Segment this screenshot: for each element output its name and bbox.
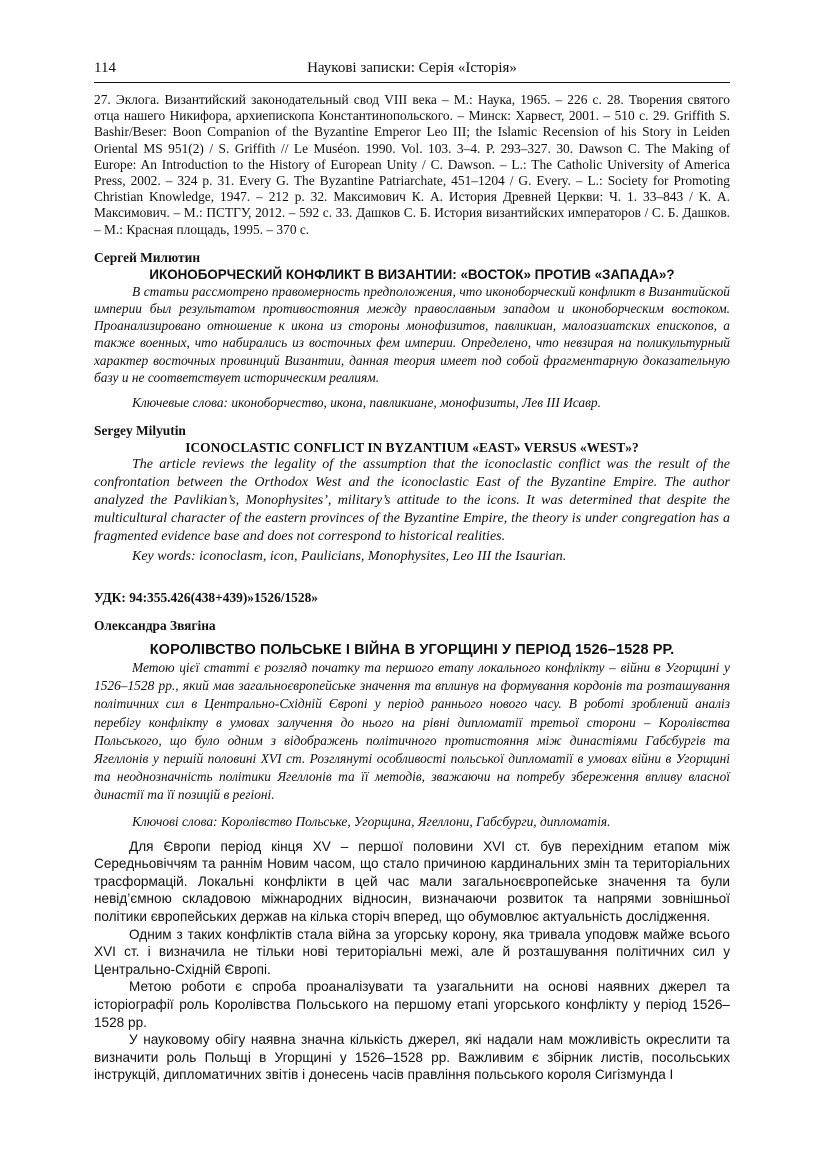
en-keywords: Key words: iconoclasm, icon, Paulicians, Monophysites, Leo III the Isaurian.	[132, 549, 567, 565]
ru-abstract-text: В статьи рассмотрено правомерность предположения, что иконоборческий конфликт в Византийской империи был результатом противостояния между православным западом и иконоборческим востоком. Проанализировано отношение к икона из стороны монофизитов, павликиан, малоазиатских епископов, а также военных, что набирались из восточных фем империи. Определено, что невзирая на поликультурный характер восточных провинций Византии, данная теория имеет под собой фрагментарную доказательную базу и не соответствует историческим реалиям.	[94, 283, 730, 385]
en-article-title: ICONOCLASTIC CONFLICT IN BYZANTIUM «EAST» VERSUS «WEST»?	[185, 440, 639, 456]
ru-abstract	[94, 283, 730, 386]
ua-abstract	[94, 659, 730, 805]
ru-article-title: ИКОНОБОРЧЕСКИЙ КОНФЛИКТ В ВИЗАНТИИ: «ВОСТОК» ПРОТИВ «ЗАПАДА»?	[149, 266, 675, 282]
en-abstract	[94, 456, 730, 546]
body-paragraph: Для Європи період кінця XV – першої половини XVI ст. був перехідним етапом між Середньовіччям та раннім Новим часом, що стало причиною кардинальних змін та територіальних трасформацій. Локальні конфлікти в цей час мали загальноєвропейське значення та були невід’ємною складовою міжнародних відносин, визначаючи розвиток та напрями зовнішньої політики європейських держав на кілька сторіч вперед, що обумовлює актуальність дослідження.	[94, 838, 730, 925]
ru-keywords: Ключевые слова: иконоборчество, икона, павликиане, монофизиты, Лев III Исавр.	[132, 395, 601, 411]
udk-code: УДК: 94:355.426(438+439)»1526/1528»	[94, 590, 318, 606]
ua-author: Олександра Звягіна	[94, 618, 216, 634]
body-paragraph: Метою роботи є спроба проаналізувати та узагальнити на основі наявних джерел та історіографії роль Королівства Польського на першому етапі угорського конфлікту у період 1526–1528 рр.	[94, 979, 730, 1030]
page-number: 114	[94, 60, 116, 76]
ua-keywords: Ключові слова: Королівство Польське, Угорщина, Ягеллони, Габсбурги, дипломатія.	[132, 813, 611, 829]
body-paragraph: У науковому обігу наявна значна кількість джерел, які надали нам можливість окреслити та визначити роль Польщі в Угорщині у 1526–1528 рр. Важливим є збірник листів, посольських інструкцій, дипломатичних звітів і донесень часів правління польського короля Сигізмунда І	[94, 1032, 730, 1083]
ua-abstract-text: Метою цієї статті є розгляд початку та першого етапу локального конфлікту – війни в Угорщині у 1526–1528 рр., який мав загальноєвропейське значення та вплинув на формування кордонів та розташування політичних сил в Центрально-Східній Європі у період раннього нового часу. В роботі зроблений аналіз перебігу конфлікту в умовах залучення до нього на рівні дипломатії третьої сторони – Королівства Польського, що було одним з відображень політичного протистояння між династіями Габсбургів та Ягеллонів у першій половині XVI ст. Розглянуті особливості польської дипломатії в умовах війни в Угорщині та неоднозначність політики Ягеллонів та її методів, зважаючи на потребу збереження впливу власної династії та її позицій в регіоні.	[94, 660, 730, 803]
en-abstract-text: The article reviews the legality of the assumption that the iconoclastic conflict was the result of the confrontation between the Orthodox West and the iconoclastic East of the Byzantine Empire. The author analyzed the Pavlikian’s, Monophysites’, military’s attitude to the icons. It was determined that despite the multicultural character of the eastern provinces of the Byzantine Empire, the theory is under congregation has a fragmented evidence base and does not correspond to historical realities.	[94, 457, 730, 545]
ua-article-title: КОРОЛІВСТВО ПОЛЬСЬКЕ І ВІЙНА В УГОРЩИНІ У ПЕРІОД 1526–1528 РР.	[149, 642, 675, 659]
running-header	[94, 60, 730, 83]
journal-page	[94, 60, 730, 1084]
references-list: 27. Эклога. Византийский законодательный свод VIII века – М.: Наука, 1965. – 226 с. 28. Творения святого отца нашего Никифора, архиепископа Константинопольского. – Минск: Харвест, 2001. – 510 с. 29. Griffith S. Bashir/Beser: Boon Companion of the Byzantine Emperor Leo III; the Islamic Recension of his Story in Leiden Oriental MS 951(2) / S. Griffith // Le Muséon. 1990. Vol. 103. 3–4. P. 293–327. 30. Dawson C. The Making of Europe: An Introduction to the History of European Unity / C. Dawson. – L.: The Catholic University of America Press, 2002. – 324 p. 31. Every G. The Byzantine Patriarchate, 451–1204 / G. Every. – L.: Society for Promoting Christian Knowledge, 1947. – 212 p. 32. Максимович К. А. История Древней Церкви: Ч. 1. 33–843 / К. А. Максимович. – М.: ПСТГУ, 2012. – 592 с. 33. Дашков С. Б. История византийских императоров / С. Б. Дашков. – М.: Красная площадь, 1995. – 370 с.	[94, 92, 730, 237]
en-author: Sergey Milyutin	[94, 423, 186, 439]
ru-author: Сергей Милютин	[94, 249, 201, 265]
journal-title: Наукові записки: Серія «Історія»	[307, 60, 517, 76]
body-paragraph: Одним з таких конфліктів стала війна за угорську корону, яка тривала уподовж майже всього XVI ст. і визначила не тільки нові територіальні межі, але й розташування політичних сил у Центрально-Східній Європі.	[94, 926, 730, 977]
ua-body	[94, 838, 730, 1084]
